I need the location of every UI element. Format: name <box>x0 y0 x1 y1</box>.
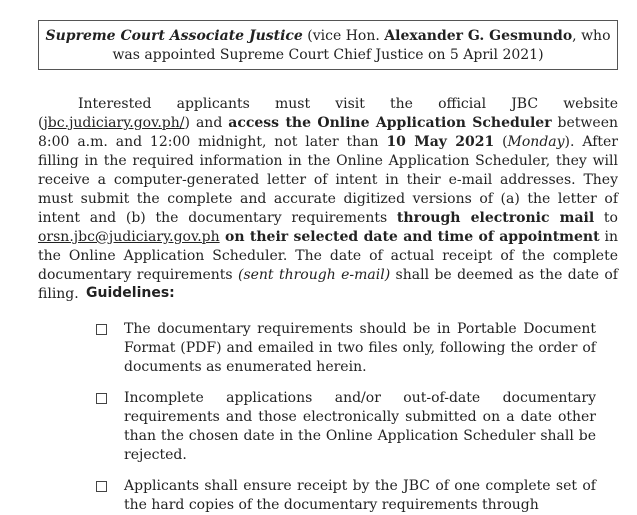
para-text-1: Interested applicants must visit the official JBC website ( <box>38 96 618 131</box>
para-text-7: in the Online Application Scheduler. The date of actual receipt of the complete documentary requirements <box>38 229 618 283</box>
para-text-3: between 8:00 a.m. and 12:00 midnight, not later than <box>38 115 618 150</box>
guideline-text: Applicants shall ensure receipt by the JBC of one complete set of the hard copies of the documentary requirements through <box>124 478 596 513</box>
checkbox-icon <box>96 393 107 404</box>
guideline-item <box>96 477 596 515</box>
para-bold-3: through electronic mail <box>396 210 595 226</box>
checkbox-icon <box>96 481 107 492</box>
guidelines-heading: Guidelines: <box>86 285 175 301</box>
para-italic-2: (sent through e-mail) <box>237 267 391 283</box>
deadline-day: Monday <box>507 134 565 150</box>
jbc-website-link[interactable]: jbc.judiciary.gov.ph/ <box>43 115 185 131</box>
para-text-6: to <box>594 210 618 226</box>
email-link[interactable]: orsn.jbc@judiciary.gov.ph <box>38 229 220 245</box>
notice-pre: (vice Hon. <box>302 28 385 44</box>
justice-name: Alexander G. Gesmundo <box>384 28 573 44</box>
guideline-text: Incomplete applications and/or out-of-date documentary requirements and those electronically submitted on a date other than the chosen date in the Online Application Scheduler shall be rejected. <box>124 390 596 463</box>
para-bold-4: on their selected date and time of appointment <box>219 229 600 245</box>
para-bold-1: access the Online Application Scheduler <box>228 115 552 131</box>
checkbox-icon <box>96 324 107 335</box>
guideline-item <box>96 320 596 377</box>
notice-box <box>38 20 618 70</box>
para-text-4: ( <box>494 134 508 150</box>
position-title: Supreme Court Associate Justice <box>45 28 303 44</box>
para-text-5: ). After filling in the required information in the Online Application Scheduler, they will receive a computer-generated letter of intent in their e-mail addresses. They must submit the complete and accurate digitized versions of (a) the letter of intent and (b) the documentary requirements <box>38 134 618 226</box>
para-text-2: ) and <box>184 115 229 131</box>
guideline-item <box>96 389 596 465</box>
deadline-date: 10 May 2021 <box>386 134 495 150</box>
notice-post: , who was appointed Supreme Court Chief Justice on 5 April 2021) <box>112 28 611 63</box>
guideline-text: The documentary requirements should be in Portable Document Format (PDF) and emailed in two files only, following the order of documents as enumerated herein. <box>124 321 596 375</box>
para-text-8: shall be deemed as the date of filing. <box>38 267 618 302</box>
instructions-paragraph <box>38 95 618 304</box>
